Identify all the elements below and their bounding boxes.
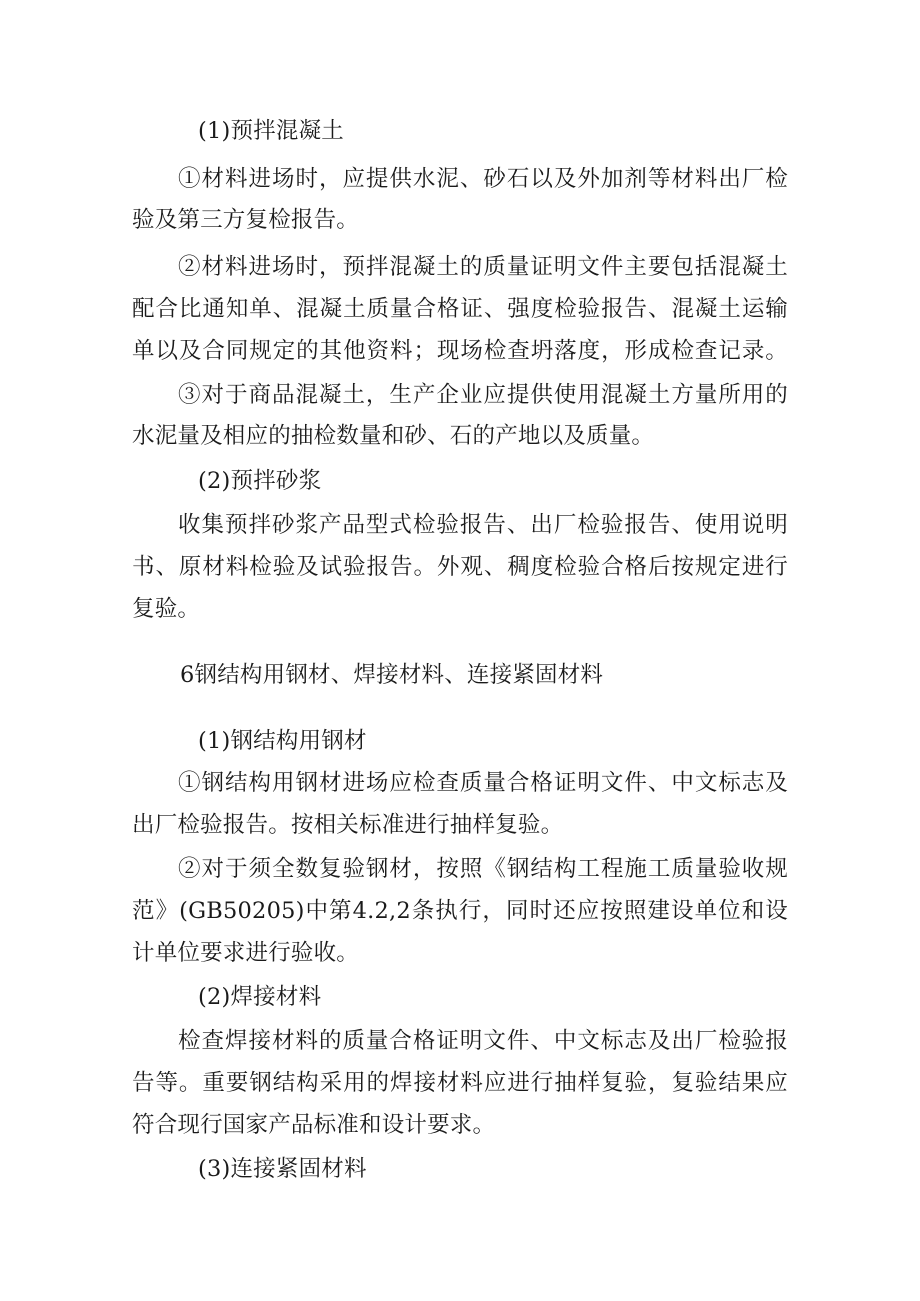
paragraph-line: 配合比通知单、混凝土质量合格证、强度检验报告、混凝土运输: [132, 296, 788, 322]
section-heading-steel: 6钢结构用钢材、焊接材料、连接紧固材料: [180, 662, 604, 688]
paragraph-line: ②对于须全数复验钢材，按照《钢结构工程施工质量验收规: [178, 856, 788, 882]
paragraph-line: 出厂检验报告。按相关标准进行抽样复验。: [132, 812, 564, 838]
paragraph-line: ①钢结构用钢材进场应检查质量合格证明文件、中文标志及: [178, 770, 788, 796]
paragraph-line: 复验。: [132, 596, 201, 622]
paragraph-line: 单以及合同规定的其他资料；现场检查坍落度，形成检查记录。: [132, 338, 788, 364]
subsection-title-welding: (2)焊接材料: [198, 984, 322, 1010]
subsection-title-ready-mixed-mortar: (2)预拌砂浆: [198, 468, 322, 494]
paragraph-line: 检查焊接材料的质量合格证明文件、中文标志及出厂检验报: [178, 1028, 788, 1054]
subsection-title-ready-mixed-concrete: (1)预拌混凝土: [198, 118, 344, 144]
paragraph-line: ①材料进场时，应提供水泥、砂石以及外加剂等材料出厂检: [178, 166, 788, 192]
paragraph-line: 水泥量及相应的抽检数量和砂、石的产地以及质量。: [132, 423, 655, 449]
paragraph-line: 符合现行国家产品标准和设计要求。: [132, 1112, 496, 1138]
paragraph-line: 收集预拌砂浆产品型式检验报告、出厂检验报告、使用说明: [178, 512, 788, 538]
paragraph-line: 计单位要求进行验收。: [132, 940, 360, 966]
subsection-title-fasteners: (3)连接紧固材料: [198, 1156, 367, 1182]
paragraph-line: 范》(GB50205)中第4.2,2条执行，同时还应按照建设单位和设: [132, 898, 788, 924]
paragraph-line: 验及第三方复检报告。: [132, 207, 360, 233]
subsection-title-steel: (1)钢结构用钢材: [198, 728, 367, 754]
paragraph-line: ②材料进场时，预拌混凝土的质量证明文件主要包括混凝土: [178, 254, 788, 280]
paragraph-line: ③对于商品混凝土，生产企业应提供使用混凝土方量所用的: [178, 382, 788, 408]
paragraph-line: 告等。重要钢结构采用的焊接材料应进行抽样复验，复验结果应: [132, 1070, 788, 1096]
paragraph-line: 书、原材料检验及试验报告。外观、稠度检验合格后按规定进行: [132, 554, 788, 580]
